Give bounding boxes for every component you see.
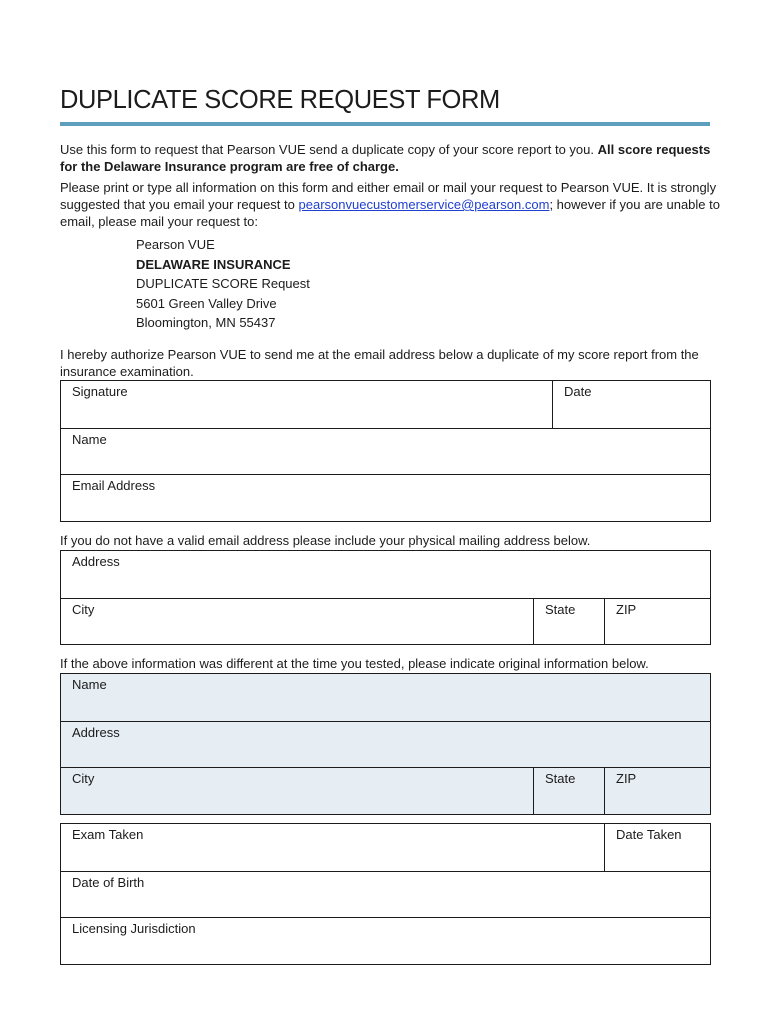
city-field[interactable]: [61, 599, 533, 645]
date-taken-label: Date Taken: [616, 827, 682, 842]
email-label: Email Address: [72, 478, 156, 493]
zip-field[interactable]: [604, 599, 710, 645]
original-zip-field[interactable]: [604, 768, 710, 814]
zip-label: ZIP: [616, 601, 637, 617]
jurisdiction-row: [61, 917, 710, 964]
original-state-label: State: [545, 771, 576, 786]
name-row: [61, 428, 710, 475]
intro-paragraph: [60, 141, 720, 175]
original-address-row: [61, 721, 710, 768]
exam-taken-label: Exam Taken: [72, 827, 144, 842]
instructions-text-tail: ; however if you are unable to email, please mail your request to:: [60, 197, 720, 229]
intro-text: Use this form to request that Pearson VUE send a duplicate copy of your score report to you.: [60, 142, 594, 157]
address-line-1: Pearson VUE: [136, 237, 215, 252]
original-info-table: [60, 673, 711, 815]
dob-field[interactable]: [61, 872, 710, 918]
no-email-text: If you do not have a valid email address please include your physical mailing address below.: [60, 533, 591, 548]
signature-row: [61, 381, 710, 428]
email-link[interactable]: pearsonvuecustomerservice@pearson.com: [298, 197, 550, 212]
instructions-paragraph: [60, 179, 720, 230]
state-label: State: [545, 601, 576, 617]
state-field[interactable]: [533, 599, 604, 645]
email-field[interactable]: [61, 475, 710, 521]
authorization-text: I hereby authorize Pearson VUE to send me at the email address below a duplicate of my score report from the insurance examination.: [60, 347, 699, 379]
exam-row: [61, 824, 710, 871]
original-name-label: Name: [72, 677, 107, 692]
original-city-field[interactable]: [61, 768, 533, 814]
address-label: Address: [72, 554, 120, 569]
dob-row: [61, 871, 710, 918]
name-field[interactable]: [61, 429, 710, 475]
signature-field[interactable]: [61, 381, 552, 428]
contact-table: [60, 380, 711, 522]
page-title: DUPLICATE SCORE REQUEST FORM: [60, 86, 500, 114]
original-state-field[interactable]: [533, 768, 604, 814]
jurisdiction-field[interactable]: [61, 918, 710, 964]
name-label: Name: [72, 431, 107, 447]
different-info-text: If the above information was different at the time you tested, please indicate original information below.: [60, 656, 649, 671]
title-rule: [60, 122, 710, 126]
address-row: [61, 551, 710, 598]
address-field[interactable]: [61, 551, 710, 598]
exam-taken-field[interactable]: [61, 824, 604, 871]
date-field[interactable]: [552, 381, 710, 428]
original-city-row: [61, 767, 710, 814]
city-row: [61, 598, 710, 645]
original-address-field[interactable]: [61, 722, 710, 768]
city-label: City: [72, 601, 95, 617]
address-line-3: DUPLICATE SCORE Request: [136, 276, 310, 291]
instructions-text: Please print or type all information on this form and either email or mail your request to Pearson VUE. It is strongly suggested that you email your request to: [60, 180, 717, 212]
original-zip-label: ZIP: [616, 771, 637, 786]
address-line-4: 5601 Green Valley Drive: [136, 295, 277, 311]
date-taken-field[interactable]: [604, 824, 710, 871]
address-line-2: DELAWARE INSURANCE: [136, 256, 291, 272]
mailing-address-block: [136, 235, 310, 333]
email-row: [61, 474, 710, 521]
exam-info-table: [60, 823, 711, 965]
original-name-field[interactable]: [61, 674, 710, 721]
address-line-5: Bloomington, MN 55437: [136, 315, 276, 330]
mailing-address-table: [60, 550, 711, 645]
date-label: Date: [564, 384, 592, 399]
original-name-row: [61, 674, 710, 721]
signature-label: Signature: [72, 384, 128, 399]
original-address-label: Address: [72, 724, 120, 740]
original-city-label: City: [72, 771, 95, 786]
jurisdiction-label: Licensing Jurisdiction: [72, 921, 196, 936]
dob-label: Date of Birth: [72, 874, 145, 890]
intro-bold-text: All score requests for the Delaware Insurance program are free of charge.: [60, 142, 711, 174]
